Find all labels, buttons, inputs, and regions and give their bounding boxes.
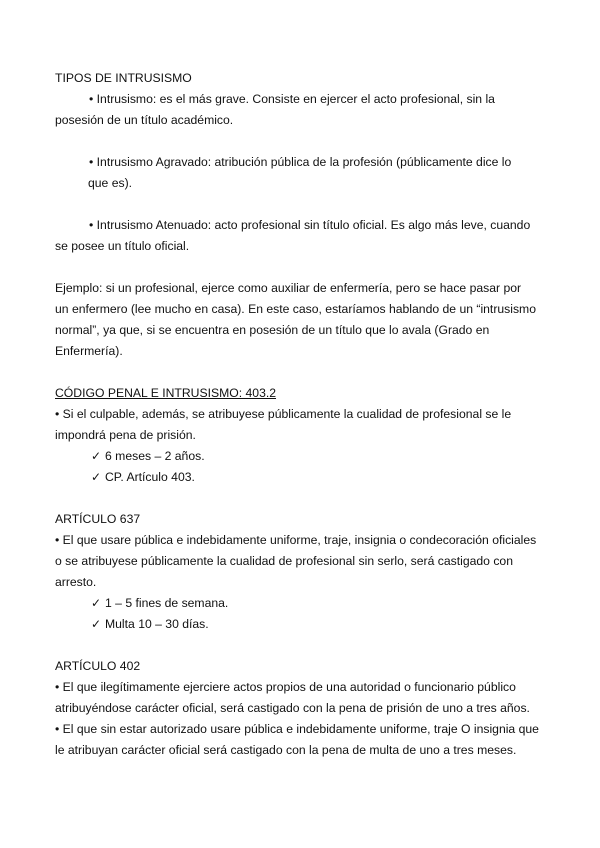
check-item-text: Multa 10 – 30 días.	[105, 617, 209, 631]
art637-bullet-line-3: arresto.	[55, 575, 97, 589]
ejemplo-line-3: normal”, ya que, si se encuentra en posesión de un título que lo avala (Grado en	[55, 323, 490, 337]
art402-bullet-1-line-2: atribuyéndose carácter oficial, será castigado con la pena de prisión de uno a tres años.	[55, 701, 530, 715]
tipos-item-1-line-1: • Intrusismo: es el más grave. Consiste en ejercer el acto profesional, sin la	[89, 92, 495, 106]
spacer	[55, 362, 545, 383]
section-heading-articulo-402: ARTÍCULO 402	[55, 659, 141, 673]
tipos-item-2-line-2: que es).	[88, 176, 133, 190]
codigo-bullet-line-1: • Si el culpable, además, se atribuyese públicamente la cualidad de profesional se le	[55, 407, 512, 421]
check-item-text: CP. Artículo 403.	[105, 470, 195, 484]
spacer	[55, 635, 545, 656]
section-heading-tipos: TIPOS DE INTRUSISMO	[55, 71, 192, 85]
codigo-bullet-line-2: impondrá pena de prisión.	[55, 428, 196, 442]
art402-bullet-2-line-2: le atribuyan carácter oficial será castigado con la pena de multa de uno a tres meses.	[55, 743, 517, 757]
ejemplo-line-1: Ejemplo: si un profesional, ejerce como auxiliar de enfermería, pero se hace pasar por	[55, 281, 522, 295]
art402-bullet-1-line-1: • El que ilegítimamente ejerciere actos propios de una autoridad o funcionario público	[55, 680, 516, 694]
document-page	[55, 68, 545, 761]
art637-bullet-line-2: o se atribuyese públicamente la cualidad de profesional sin serlo, será castigado con	[55, 554, 513, 568]
art637-bullet-line-1: • El que usare pública e indebidamente uniforme, traje, insignia o condecoración oficiales	[55, 533, 537, 547]
codigo-check-item-2	[55, 467, 545, 488]
ejemplo-line-2: un enfermero (lee mucho en casa). En este caso, estaríamos hablando de un “intrusismo	[55, 302, 536, 316]
checkmark-icon: ✓	[91, 596, 102, 610]
codigo-check-item-1	[55, 446, 545, 467]
tipos-item-3-line-2: se posee un título oficial.	[55, 239, 190, 253]
check-item-text: 1 – 5 fines de semana.	[105, 596, 229, 610]
art637-check-item-1	[55, 593, 545, 614]
spacer	[55, 131, 545, 152]
art637-check-item-2	[55, 614, 545, 635]
tipos-item-1-line-2: posesión de un título académico.	[55, 113, 234, 127]
checkmark-icon: ✓	[91, 449, 102, 463]
spacer	[55, 488, 545, 509]
spacer	[55, 194, 545, 215]
art402-bullet-2-line-1: • El que sin estar autorizado usare pública e indebidamente uniforme, traje O insignia que	[55, 722, 539, 736]
spacer	[55, 257, 545, 278]
tipos-item-3-line-1: • Intrusismo Atenuado: acto profesional sin título oficial. Es algo más leve, cuando	[89, 218, 531, 232]
checkmark-icon: ✓	[91, 617, 102, 631]
section-heading-codigo-penal: CÓDIGO PENAL E INTRUSISMO: 403.2	[55, 386, 277, 400]
checkmark-icon: ✓	[91, 470, 102, 484]
ejemplo-line-4: Enfermería).	[55, 344, 123, 358]
check-item-text: 6 meses – 2 años.	[105, 449, 205, 463]
section-heading-articulo-637: ARTÍCULO 637	[55, 512, 141, 526]
tipos-item-2-line-1: • Intrusismo Agravado: atribución pública de la profesión (públicamente dice lo	[89, 155, 512, 169]
